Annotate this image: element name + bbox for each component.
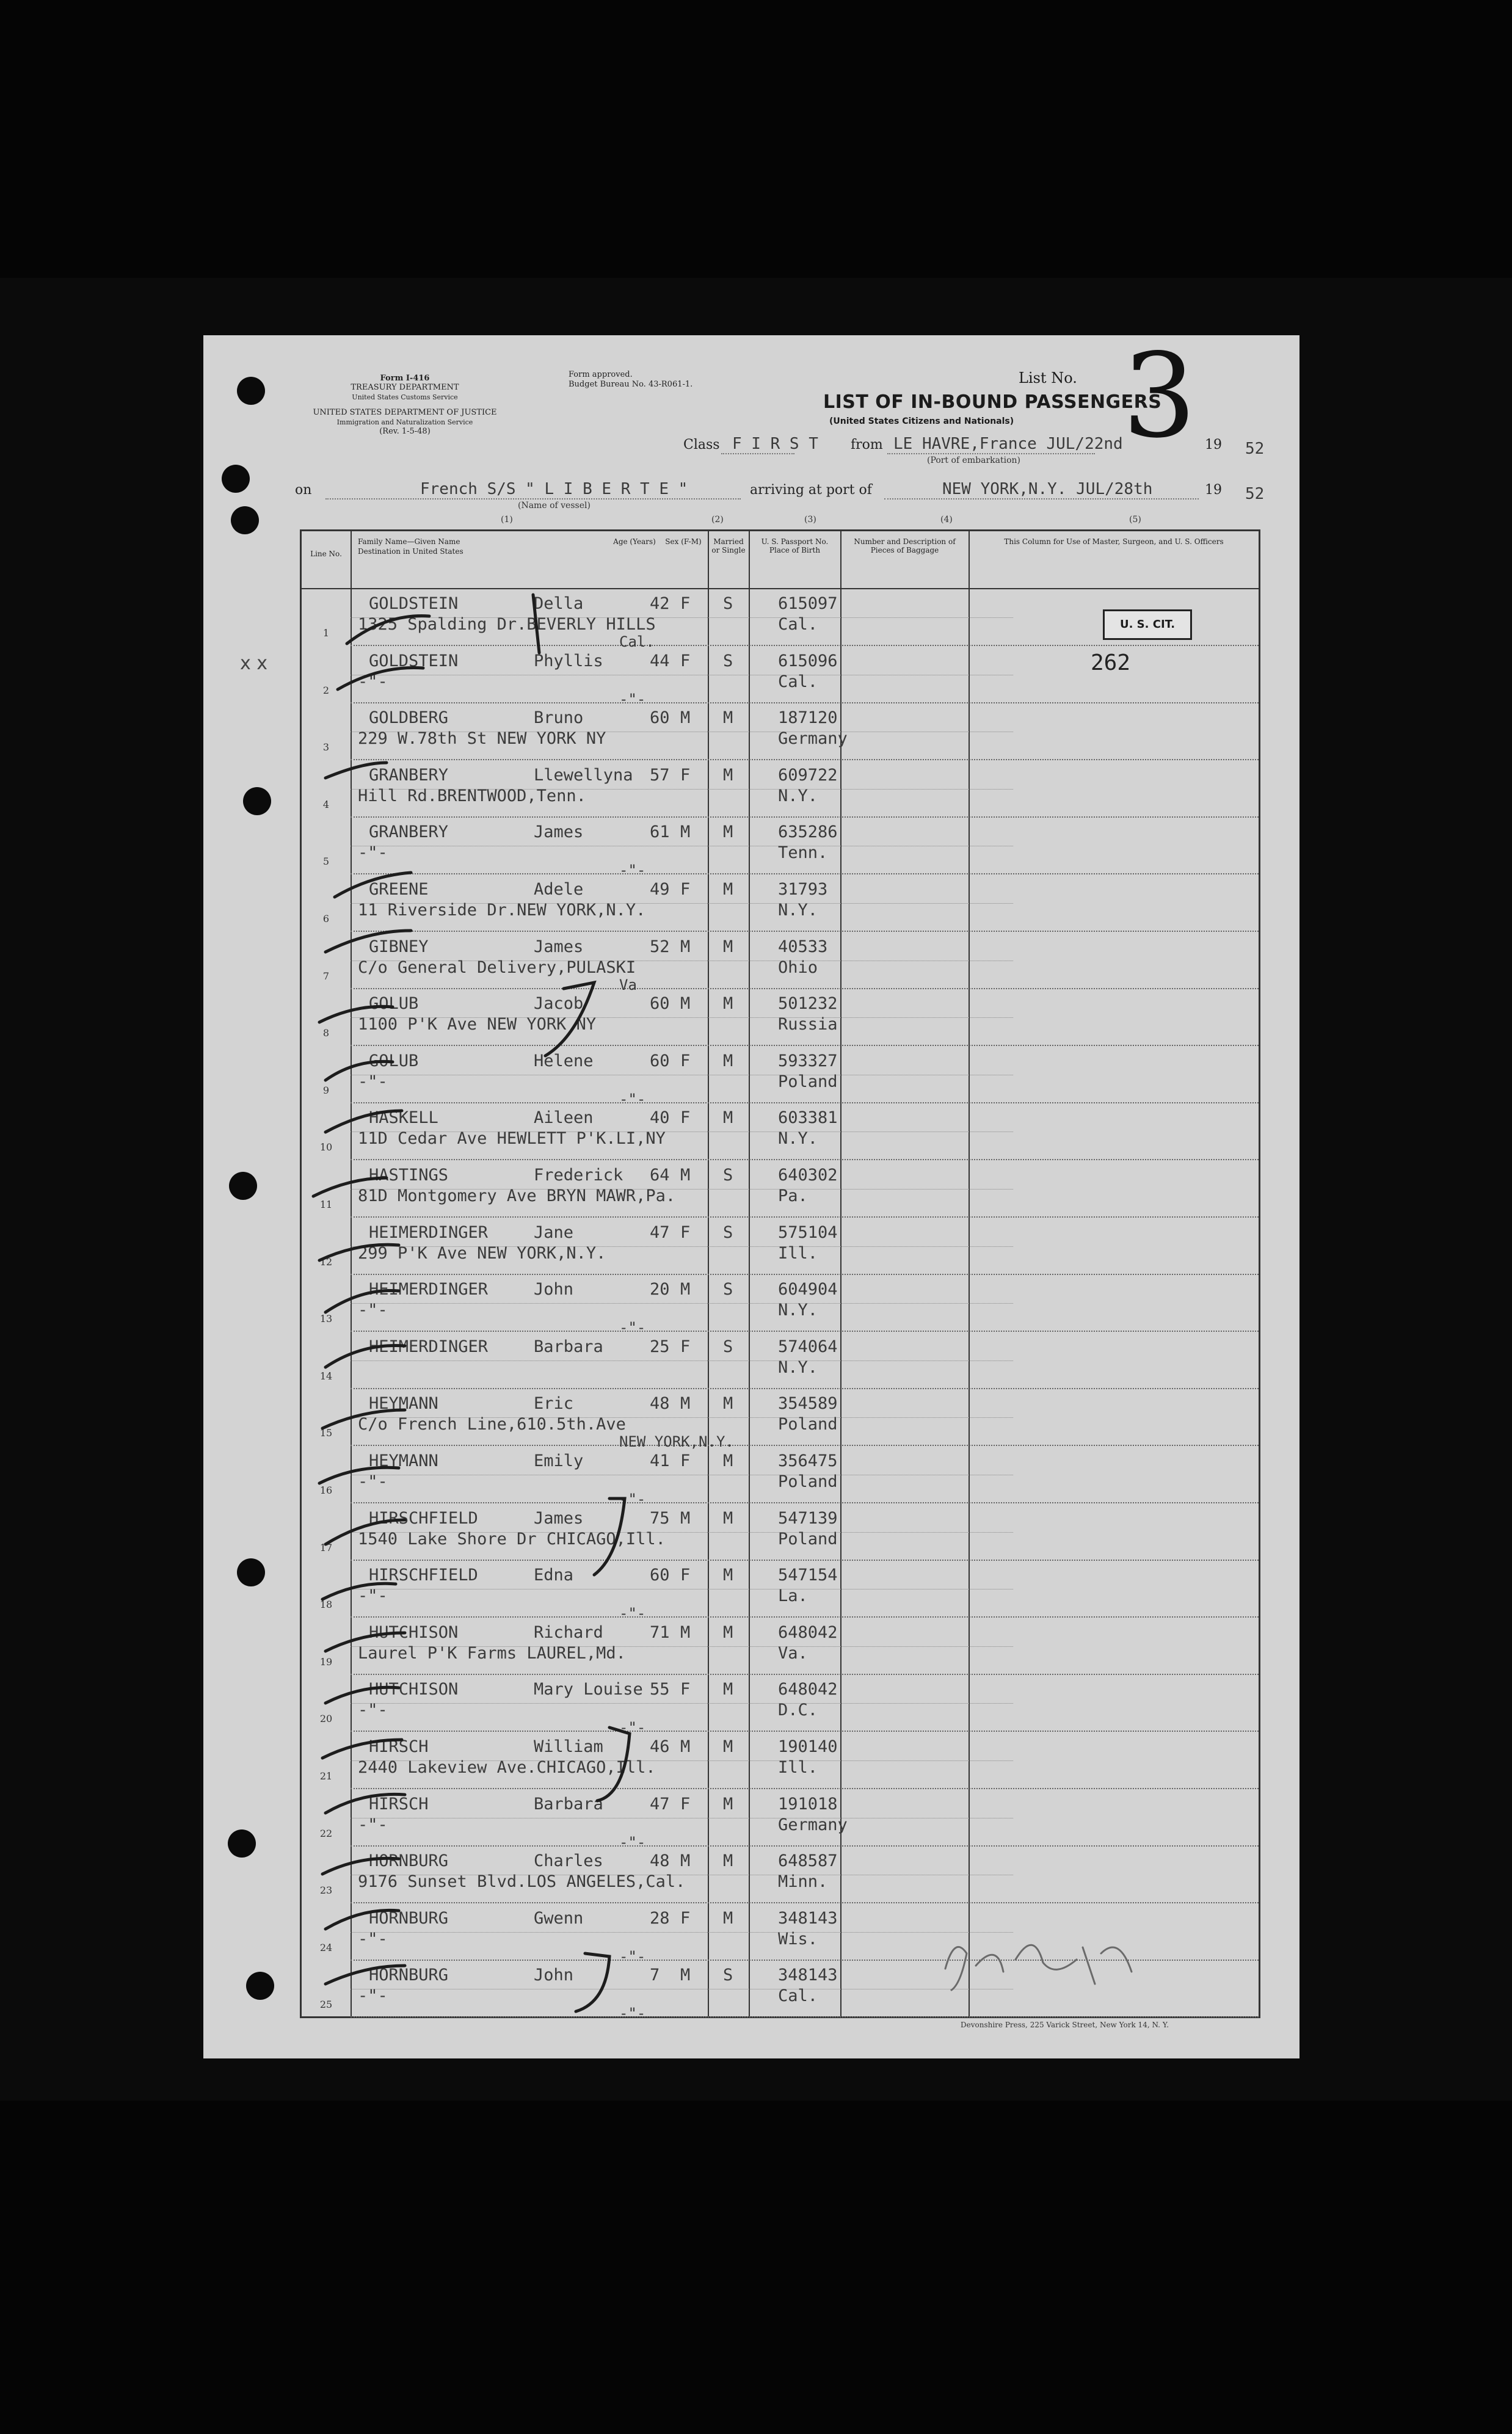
header-line-no: Line No. [310,550,342,558]
destination: 1325 Spalding Dr.BEVERLY HILLS [358,615,656,634]
given-name: Jacob [534,994,584,1014]
passport-number: 648042 [778,1622,838,1642]
family-name: HEIMERDINGER [369,1337,489,1356]
marital-status: M [723,1622,733,1642]
destination: -"- [358,843,388,863]
customs-service: United States Customs Service [352,393,458,401]
col-num-5: (5) [1129,515,1141,525]
destination: C/o General Delivery,PULASKI [358,957,636,977]
age: 52 [650,937,670,956]
year-suffix: 52 [1245,440,1265,458]
age: 42 [650,594,670,613]
sex: M [680,823,691,842]
family-name: GOLDBERG [369,708,449,728]
passport-number: 635286 [778,823,838,842]
line-number: 17 [319,1541,333,1553]
given-name: Mary Louise [534,1680,643,1699]
given-name: Eric [534,1394,574,1414]
passport-number: 609722 [778,765,838,785]
line-number: 5 [322,856,330,868]
family-name: HIRSCH [369,1794,429,1814]
age: 41 [650,1451,670,1470]
line-number: 25 [319,1999,333,2011]
place-of-birth: Poland [778,1072,838,1091]
place-of-birth: N.Y. [778,901,818,920]
passport-number: 648587 [778,1851,838,1871]
line-number: 16 [319,1484,333,1496]
passport-number: 575104 [778,1222,838,1242]
destination-cont: -"- [619,690,646,708]
given-name: William [534,1737,603,1756]
age: 44 [650,651,670,670]
destination: 9176 Sunset Blvd.LOS ANGELES,Cal. [358,1872,686,1892]
line-number: 3 [322,741,330,754]
destination: -"- [358,672,388,691]
destination-cont: -"- [619,1833,646,1851]
us-citizen-stamp: U. S. CIT. [1103,609,1192,640]
form-title: LIST OF IN-BOUND PASSENGERS [823,391,1162,413]
sex: F [680,765,691,785]
sex: M [680,1737,691,1756]
passport-number: 648042 [778,1680,838,1699]
line-number: 10 [319,1141,333,1153]
sex: F [680,880,691,899]
passport-number: 547154 [778,1566,838,1585]
line-number: 24 [319,1941,333,1953]
destination: -"- [358,1815,388,1834]
marital-status: M [723,880,733,899]
place-of-birth: Va. [778,1643,808,1663]
line-number: 8 [322,1027,330,1039]
place-of-birth: La. [778,1586,808,1606]
class-label: Class [683,437,720,452]
line-number: 15 [319,1427,333,1439]
family-name: GOLDSTEIN [369,594,459,613]
place-of-birth: Poland [778,1529,838,1549]
family-name: HEIMERDINGER [369,1222,489,1242]
vessel-label: (Name of vessel) [518,501,591,510]
header-married: Married or Single [711,537,746,554]
family-name: GIBNEY [369,937,429,956]
destination-cont: -"- [619,1319,646,1337]
header-officers: This Column for Use of Master, Surgeon, and U. S. Officers [1004,537,1224,546]
age: 60 [650,1051,670,1070]
passport-number: 187120 [778,708,838,728]
header-family-name: Family Name—Given Name [358,537,460,546]
scan-band-bottom [0,2101,1512,2434]
destination-cont: Va [619,976,637,994]
sex: F [680,1451,691,1470]
marital-status: M [723,1794,733,1814]
line-number: 11 [319,1199,333,1210]
given-name: Llewellyna [534,765,633,785]
marital-status: M [723,1394,733,1414]
age: 75 [650,1508,670,1528]
sex: F [680,1337,691,1356]
age: 47 [650,1794,670,1814]
on-label: on [295,482,312,498]
list-no-value: 3 [1122,329,1196,463]
marital-status: S [723,1280,733,1299]
passport-number: 501232 [778,994,838,1014]
header-baggage: Number and Description of Pieces of Baggage [854,537,956,554]
form-approved: Form approved. [569,370,633,379]
line-number: 21 [319,1770,333,1782]
age: 25 [650,1337,670,1356]
line-number: 12 [319,1255,333,1268]
line-number: 22 [319,1827,333,1839]
destination-cont: -"- [619,2005,646,2022]
given-name: Della [534,594,584,613]
margin-mark: x x [240,653,268,674]
given-name: Phyllis [534,651,603,670]
destination: -"- [358,1986,388,2006]
age: 64 [650,1166,670,1185]
embark-label: (Port of embarkation) [927,456,1020,465]
year-label: 19 [1205,437,1222,452]
marital-status: M [723,1851,733,1871]
given-name: Barbara [534,1337,603,1356]
family-name: GOLDSTEIN [369,651,459,670]
header-destination: Destination in United States [358,547,463,556]
form-subtitle: (United States Citizens and Nationals) [829,416,1014,426]
destination: -"- [358,1701,388,1720]
given-name: Bruno [534,708,584,728]
marital-status: S [723,1966,733,1985]
line-number: 18 [319,1599,333,1611]
col-num-1: (1) [501,515,513,525]
sex: M [680,1851,691,1871]
family-name: HEYMANN [369,1451,438,1470]
revision: (Rev. 1-5-48) [379,427,431,436]
marital-status: M [723,1908,733,1928]
marital-status: M [723,1737,733,1756]
passport-number: 593327 [778,1051,838,1070]
sex: M [680,1622,691,1642]
family-name: HIRSCHFIELD [369,1508,478,1528]
budget-bureau: Budget Bureau No. 43-R061-1. [569,380,693,389]
destination-cont: -"- [619,862,646,879]
given-name: Edna [534,1566,574,1585]
family-name: HEIMERDINGER [369,1280,489,1299]
line-number: 19 [319,1655,333,1668]
given-name: Gwenn [534,1908,584,1928]
line-number: 13 [319,1313,333,1325]
line-number: 4 [322,798,330,810]
family-name: HIRSCH [369,1737,429,1756]
family-name: GREENE [369,880,429,899]
marital-status: S [723,1222,733,1242]
destination: 11 Riverside Dr.NEW YORK,N.Y. [358,901,646,920]
sex: M [680,994,691,1014]
treasury-dept: TREASURY DEPARTMENT [351,383,459,392]
marital-status: M [723,765,733,785]
age: 55 [650,1680,670,1699]
scan-band-top [0,0,1512,278]
age: 71 [650,1622,670,1642]
from-label: from [851,437,883,452]
marital-status: M [723,1680,733,1699]
family-name: HORNBURG [369,1908,449,1928]
destination: 11D Cedar Ave HEWLETT P'K.LI,NY [358,1129,666,1149]
given-name: James [534,937,584,956]
printer-credit: Devonshire Press, 225 Varick Street, New York 14, N. Y. [961,2021,1169,2029]
line-number: 6 [322,913,330,925]
family-name: HASKELL [369,1108,438,1128]
destination: -"- [358,1301,388,1320]
destination: C/o French Line,610.5th.Ave [358,1415,626,1434]
passport-number: 547139 [778,1508,838,1528]
passport-number: 603381 [778,1108,838,1128]
destination: -"- [358,1472,388,1491]
age: 60 [650,708,670,728]
given-name: Emily [534,1451,584,1470]
marital-status: M [723,1508,733,1528]
header-age: Age (Years) [613,537,656,546]
place-of-birth: Ohio [778,957,818,977]
place-of-birth: Poland [778,1415,838,1434]
given-name: Barbara [534,1794,603,1814]
justice-dept: UNITED STATES DEPARTMENT OF JUSTICE [313,408,497,417]
line-number: 1 [322,627,330,639]
list-no-label: List No. [1019,369,1077,387]
destination-cont: -"- [619,1947,646,1965]
place-of-birth: Tenn. [778,843,828,863]
marital-status: M [723,994,733,1014]
passport-number: 348143 [778,1908,838,1928]
passport-number: 640302 [778,1166,838,1185]
marital-status: S [723,1166,733,1185]
given-name: Charles [534,1851,603,1871]
age: 48 [650,1394,670,1414]
place-of-birth: Russia [778,1015,838,1034]
marital-status: M [723,708,733,728]
destination: 299 P'K Ave NEW YORK,N.Y. [358,1243,606,1263]
header-passport: U. S. Passport No. Place of Birth [761,537,829,554]
destination: 81D Montgomery Ave BRYN MAWR,Pa. [358,1186,676,1205]
col-num-3: (3) [804,515,816,525]
marital-status: M [723,823,733,842]
family-name: HORNBURG [369,1966,449,1985]
class-value: F I R S T [732,435,818,453]
vessel-value: French S/S " L I B E R T E " [420,480,688,498]
destination: -"- [358,1072,388,1091]
sex: F [680,1222,691,1242]
family-name: HIRSCHFIELD [369,1566,478,1585]
given-name: John [534,1966,574,1985]
destination: 1100 P'K Ave NEW YORK NY [358,1015,597,1034]
destination-cont: -"- [619,1605,646,1622]
place-of-birth: Pa. [778,1186,808,1205]
age: 49 [650,880,670,899]
place-of-birth: N.Y. [778,1357,818,1377]
passport-number: 190140 [778,1737,838,1756]
sex: F [680,651,691,670]
place-of-birth: Wis. [778,1929,818,1949]
given-name: James [534,823,584,842]
passport-number: 348143 [778,1966,838,1985]
sex: F [680,1680,691,1699]
line-number: 14 [319,1370,333,1382]
age: 46 [650,1737,670,1756]
marital-status: M [723,1451,733,1470]
sex: F [680,1794,691,1814]
place-of-birth: Ill. [778,1758,818,1777]
passport-number: 40533 [778,937,828,956]
family-name: HUTCHISON [369,1680,459,1699]
given-name: John [534,1280,574,1299]
destination: Hill Rd.BRENTWOOD,Tenn. [358,786,586,805]
line-number: 2 [322,684,330,696]
family-name: GOLUB [369,994,419,1014]
manifest-page [203,329,1299,2058]
given-name: James [534,1508,584,1528]
given-name: Frederick [534,1166,623,1185]
destination: 229 W.78th St NEW YORK NY [358,729,606,749]
passport-number: 574064 [778,1337,838,1356]
age: 57 [650,765,670,785]
marital-status: S [723,1337,733,1356]
checkmarks [203,329,1299,2058]
destination: -"- [358,1929,388,1949]
marital-status: M [723,1566,733,1585]
destination-cont: -"- [619,1719,646,1737]
sex: M [680,1166,691,1185]
sex: F [680,594,691,613]
marital-status: S [723,594,733,613]
passport-number: 604904 [778,1280,838,1299]
from-value: LE HAVRE,France JUL/22nd [893,435,1123,453]
family-name: GOLUB [369,1051,419,1070]
sex: M [680,1394,691,1414]
age: 7 [650,1966,660,1985]
given-name: Richard [534,1622,603,1642]
family-name: HUTCHISON [369,1622,459,1642]
destination-cont: NEW YORK,N.Y. [619,1433,734,1451]
ins-label: Immigration and Naturalization Service [336,418,473,426]
passport-number: 615097 [778,594,838,613]
family-name: HORNBURG [369,1851,449,1871]
given-name: Jane [534,1222,574,1242]
family-name: GRANBERY [369,823,449,842]
place-of-birth: Cal. [778,672,818,691]
marital-status: S [723,651,733,670]
col-num-2: (2) [711,515,724,525]
destination: -"- [358,1586,388,1606]
place-of-birth: Germany [778,1815,848,1834]
destination: 2440 Lakeview Ave.CHICAGO,Ill. [358,1758,656,1777]
header-sex: Sex (F-M) [665,537,702,546]
given-name: Adele [534,880,584,899]
sex: M [680,1508,691,1528]
line-number: 23 [319,1884,333,1897]
family-name: HEYMANN [369,1394,438,1414]
destination: 1540 Lake Shore Dr CHICAGO,Ill. [358,1529,666,1549]
line-number: 9 [322,1084,330,1096]
passport-number: 356475 [778,1451,838,1470]
destination: Laurel P'K Farms LAUREL,Md. [358,1643,626,1663]
sex: F [680,1908,691,1928]
arrival-value: NEW YORK,N.Y. JUL/28th [942,480,1153,498]
age: 28 [650,1908,670,1928]
sex: F [680,1051,691,1070]
col-num-4: (4) [940,515,953,525]
place-of-birth: Cal. [778,615,818,634]
family-name: GRANBERY [369,765,449,785]
place-of-birth: Minn. [778,1872,828,1892]
sex: M [680,1966,691,1985]
sex: M [680,937,691,956]
place-of-birth: Germany [778,729,848,749]
sex: M [680,708,691,728]
place-of-birth: Cal. [778,1986,818,2006]
marital-status: M [723,1051,733,1070]
form-number: Form I-416 [380,374,430,383]
place-of-birth: D.C. [778,1701,818,1720]
stamp-number: 262 [1091,650,1131,675]
year-label-2: 19 [1205,482,1222,498]
age: 60 [650,1566,670,1585]
passport-number: 615096 [778,651,838,670]
given-name: Helene [534,1051,594,1070]
given-name: Aileen [534,1108,594,1128]
place-of-birth: Poland [778,1472,838,1491]
line-number: 7 [322,970,330,982]
destination-cont: Cal. [619,633,655,650]
age: 48 [650,1851,670,1871]
age: 60 [650,994,670,1014]
sex: F [680,1566,691,1585]
destination-cont: -"- [619,1090,646,1108]
place-of-birth: Ill. [778,1243,818,1263]
sex: M [680,1280,691,1299]
line-number: 20 [319,1713,333,1725]
passport-number: 354589 [778,1394,838,1414]
destination-cont: -"- [619,1491,646,1508]
year-suffix-2: 52 [1245,485,1265,503]
marital-status: M [723,937,733,956]
passport-number: 31793 [778,880,828,899]
age: 61 [650,823,670,842]
arriving-label: arriving at port of [750,482,872,498]
place-of-birth: N.Y. [778,1129,818,1149]
place-of-birth: N.Y. [778,1301,818,1320]
place-of-birth: N.Y. [778,786,818,805]
age: 20 [650,1280,670,1299]
family-name: HASTINGS [369,1166,449,1185]
age: 47 [650,1222,670,1242]
passport-number: 191018 [778,1794,838,1814]
marital-status: M [723,1108,733,1128]
sex: F [680,1108,691,1128]
age: 40 [650,1108,670,1128]
